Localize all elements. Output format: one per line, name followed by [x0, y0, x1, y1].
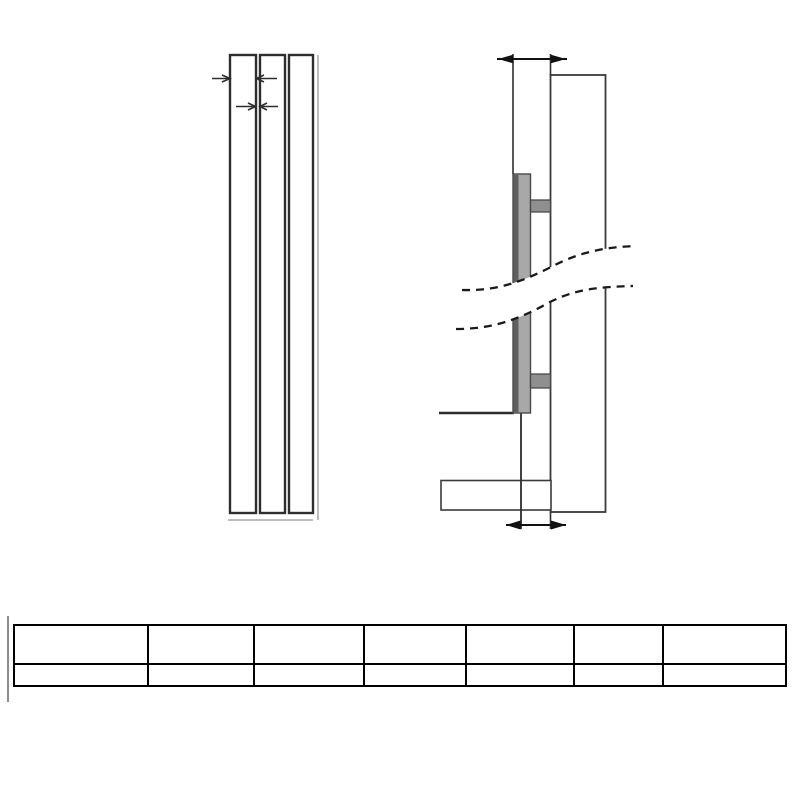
cell-wall-to-pipe-center [663, 664, 786, 686]
wall-to-pipe-dimension [506, 512, 566, 530]
header-pipe-centres [466, 625, 574, 664]
arrowhead-left [498, 55, 513, 64]
radiator-tube [260, 55, 285, 513]
spec-table [13, 624, 787, 687]
scan-artifact-line [7, 616, 9, 702]
header-width [364, 625, 466, 664]
cell-product-code [14, 664, 148, 686]
cell-tube-quantity [148, 664, 254, 686]
cell-pipe-centres [466, 664, 574, 686]
side-view [439, 54, 636, 530]
spec-table-data-row [14, 664, 786, 686]
wall-bracket-top [531, 200, 551, 212]
floor [441, 481, 551, 511]
cell-wall-to-front [574, 664, 663, 686]
header-tube-quantity [148, 625, 254, 664]
cell-width [364, 664, 466, 686]
wall-bracket-bottom [531, 374, 551, 388]
front-view [212, 55, 318, 520]
header-product-code [14, 625, 148, 664]
header-height [254, 625, 364, 664]
arrowhead-left [506, 521, 521, 530]
arrowhead-right [551, 55, 566, 64]
spec-table-header-row [14, 625, 786, 664]
header-wall-to-front [574, 625, 663, 664]
arrowhead-right [551, 521, 566, 530]
cell-height [254, 664, 364, 686]
radiator-tube [230, 55, 256, 513]
header-wall-to-pipe-center [663, 625, 786, 664]
radiator-tube [289, 55, 313, 513]
